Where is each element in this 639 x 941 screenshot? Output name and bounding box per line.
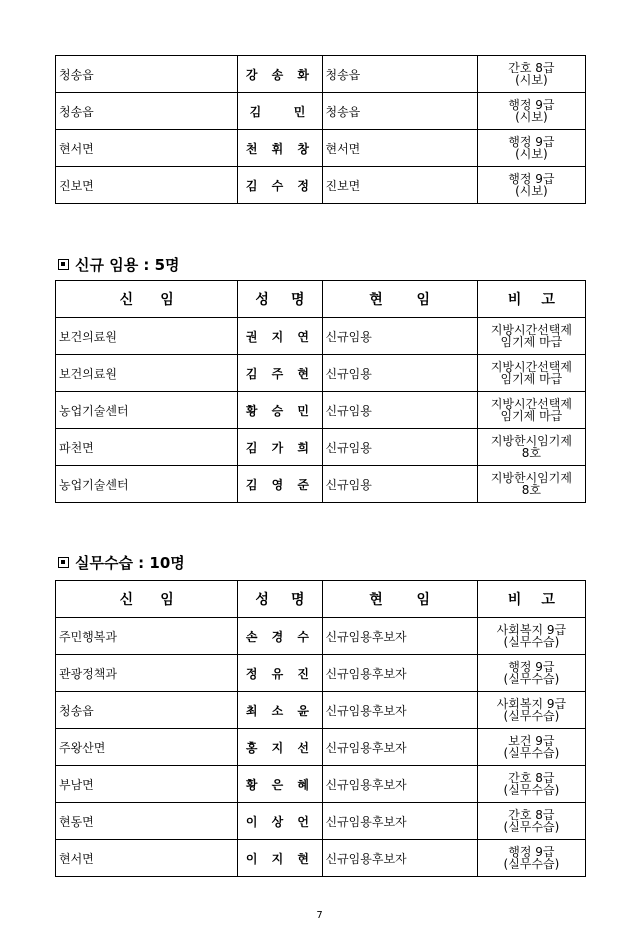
note-cell: 지방시간선택제 임기제 마급 — [477, 355, 585, 392]
current-cell: 신규임용후보자 — [322, 840, 477, 877]
name-cell: 홍 지 선 — [238, 729, 322, 766]
current-cell: 진보면 — [322, 167, 477, 204]
note-cell: 행정 9급 (실무수습) — [477, 655, 585, 692]
name-cell: 최 소 윤 — [238, 692, 322, 729]
header-current: 현 임 — [322, 581, 477, 618]
table-row — [56, 355, 586, 392]
header-post: 신 임 — [56, 281, 238, 318]
table-row — [56, 840, 586, 877]
current-cell: 신규임용후보자 — [322, 692, 477, 729]
name-cell: 권 지 연 — [238, 318, 322, 355]
table-row — [56, 318, 586, 355]
name-cell: 강 송 화 — [238, 56, 322, 93]
note-cell: 지방한시임기제 8호 — [477, 466, 585, 503]
post-cell: 파천면 — [56, 429, 238, 466]
header-name: 성 명 — [238, 581, 322, 618]
table-row — [56, 130, 586, 167]
name-cell: 손 경 수 — [238, 618, 322, 655]
note-cell: 사회복지 9급 (실무수습) — [477, 692, 585, 729]
current-cell: 현서면 — [322, 130, 477, 167]
name-cell: 황 은 혜 — [238, 766, 322, 803]
name-cell: 김 수 정 — [238, 167, 322, 204]
note-cell: 지방시간선택제 임기제 마급 — [477, 392, 585, 429]
note-cell: 행정 9급 (시보) — [477, 167, 585, 204]
note-cell: 지방시간선택제 임기제 마급 — [477, 318, 585, 355]
current-cell: 신규임용후보자 — [322, 729, 477, 766]
current-cell: 신규임용후보자 — [322, 766, 477, 803]
table-header-row — [56, 581, 586, 618]
header-post: 신 임 — [56, 581, 238, 618]
table-row — [56, 167, 586, 204]
post-cell: 보건의료원 — [56, 355, 238, 392]
header-current: 현 임 — [322, 281, 477, 318]
post-cell: 주민행복과 — [56, 618, 238, 655]
note-cell: 행정 9급 (실무수습) — [477, 840, 585, 877]
table-row — [56, 803, 586, 840]
post-cell: 현서면 — [56, 130, 238, 167]
current-cell: 신규임용후보자 — [322, 803, 477, 840]
current-cell: 신규임용 — [322, 466, 477, 503]
note-cell: 행정 9급 (시보) — [477, 93, 585, 130]
current-cell: 청송읍 — [322, 56, 477, 93]
new-appointment-table — [55, 280, 586, 503]
post-cell: 부남면 — [56, 766, 238, 803]
section-heading-practical-training: 실무수습 : 10명 — [58, 552, 185, 573]
current-cell: 신규임용 — [322, 355, 477, 392]
post-cell: 현서면 — [56, 840, 238, 877]
post-cell: 보건의료원 — [56, 318, 238, 355]
current-cell: 신규임용후보자 — [322, 618, 477, 655]
post-cell: 청송읍 — [56, 56, 238, 93]
table-row — [56, 766, 586, 803]
table-row — [56, 392, 586, 429]
table-row — [56, 93, 586, 130]
name-cell: 이 상 언 — [238, 803, 322, 840]
table-row — [56, 56, 586, 93]
post-cell: 농업기술센터 — [56, 392, 238, 429]
note-cell: 간호 8급 (시보) — [477, 56, 585, 93]
note-cell: 지방한시임기제 8호 — [477, 429, 585, 466]
name-cell: 김 민 — [238, 93, 322, 130]
name-cell: 김 주 현 — [238, 355, 322, 392]
note-cell: 간호 8급 (실무수습) — [477, 766, 585, 803]
table-row — [56, 618, 586, 655]
current-cell: 신규임용 — [322, 392, 477, 429]
current-cell: 청송읍 — [322, 93, 477, 130]
name-cell: 김 가 희 — [238, 429, 322, 466]
name-cell: 김 영 준 — [238, 466, 322, 503]
name-cell: 정 유 진 — [238, 655, 322, 692]
table-row — [56, 692, 586, 729]
name-cell: 이 지 현 — [238, 840, 322, 877]
table-row — [56, 655, 586, 692]
post-cell: 청송읍 — [56, 692, 238, 729]
note-cell: 보건 9급 (실무수습) — [477, 729, 585, 766]
square-bullet-icon — [58, 259, 69, 270]
table-row — [56, 429, 586, 466]
appointment-table-continued — [55, 55, 586, 204]
note-cell: 사회복지 9급 (실무수습) — [477, 618, 585, 655]
current-cell: 신규임용후보자 — [322, 655, 477, 692]
post-cell: 관광정책과 — [56, 655, 238, 692]
name-cell: 황 승 민 — [238, 392, 322, 429]
practical-training-table — [55, 580, 586, 877]
header-note: 비 고 — [477, 281, 585, 318]
square-bullet-icon — [58, 557, 69, 568]
name-cell: 천 휘 창 — [238, 130, 322, 167]
note-cell: 행정 9급 (시보) — [477, 130, 585, 167]
header-note: 비 고 — [477, 581, 585, 618]
post-cell: 농업기술센터 — [56, 466, 238, 503]
table-row — [56, 729, 586, 766]
post-cell: 주왕산면 — [56, 729, 238, 766]
table-header-row — [56, 281, 586, 318]
current-cell: 신규임용 — [322, 318, 477, 355]
current-cell: 신규임용 — [322, 429, 477, 466]
post-cell: 청송읍 — [56, 93, 238, 130]
post-cell: 진보면 — [56, 167, 238, 204]
table-row — [56, 466, 586, 503]
post-cell: 현동면 — [56, 803, 238, 840]
page-number: 7 — [316, 910, 323, 921]
note-cell: 간호 8급 (실무수습) — [477, 803, 585, 840]
section-heading-new-appointment: 신규 임용 : 5명 — [58, 254, 180, 275]
header-name: 성 명 — [238, 281, 322, 318]
